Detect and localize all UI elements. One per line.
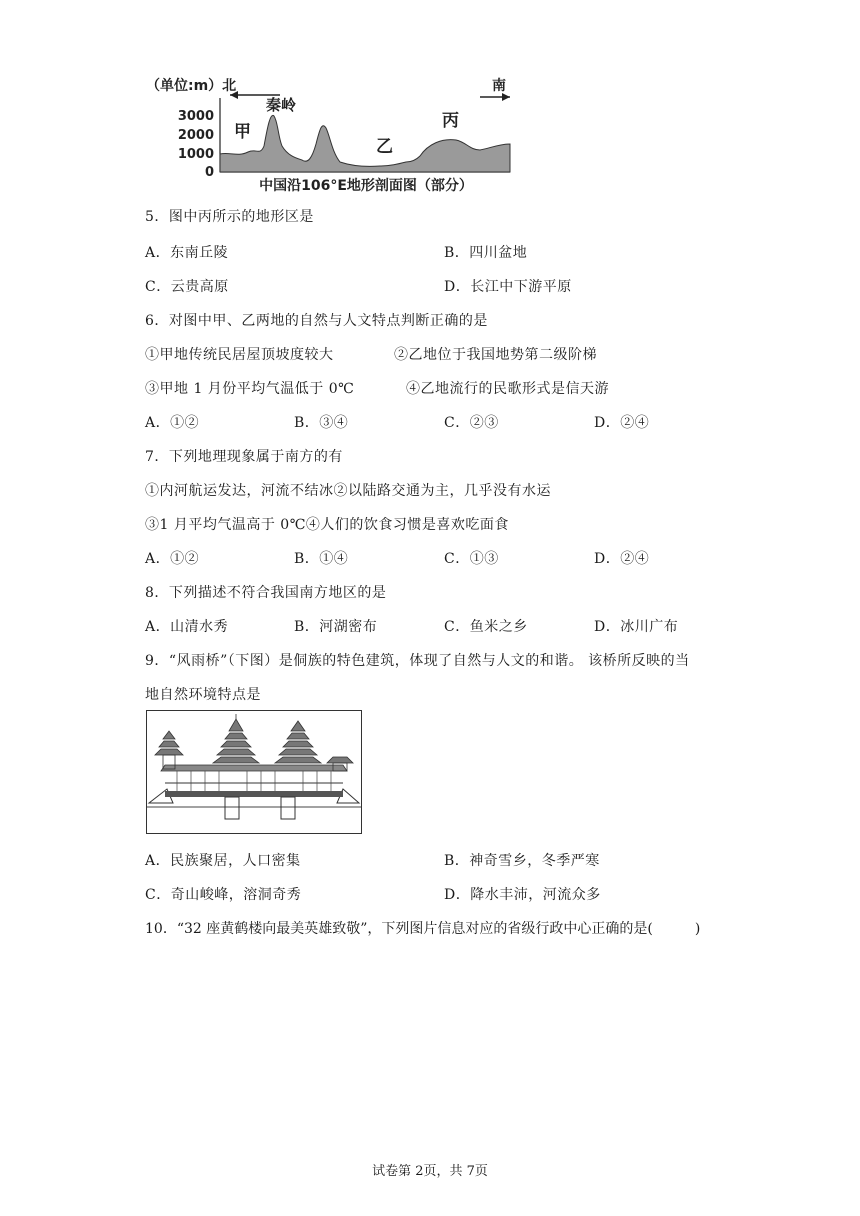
y-tick-3000: 3000 xyxy=(177,109,214,124)
terrain-profile-figure xyxy=(140,72,520,196)
pier-right xyxy=(281,797,295,819)
q5-option-b: B．四川盆地 xyxy=(444,245,528,261)
q6-option-b: B．③④ xyxy=(294,415,349,431)
y-tick-2000: 2000 xyxy=(177,128,214,143)
q6-stem: 6．对图中甲、乙两地的自然与人文特点判断正确的是 xyxy=(145,313,488,329)
q8-option-c: C．鱼米之乡 xyxy=(444,619,528,635)
right-tower xyxy=(275,721,321,763)
profile-caption: 中国沿106°E地形剖面图（部分） xyxy=(259,178,473,194)
q7-stem: 7．下列地理现象属于南方的有 xyxy=(145,449,343,465)
terrain-profile-svg xyxy=(140,72,520,196)
q7-statements-line2: ③1 月平均气温高于 0℃④人们的饮食习惯是喜欢吃面食 xyxy=(145,517,509,533)
y-tick-0: 0 xyxy=(204,165,214,180)
bridge-posts xyxy=(177,771,331,791)
q7-option-a: A．①② xyxy=(145,551,200,567)
q7-option-b: B．①④ xyxy=(294,551,349,567)
terrain-profile-area xyxy=(220,115,510,172)
pier-left xyxy=(225,797,239,819)
q5-option-d: D．长江中下游平原 xyxy=(444,279,572,295)
page-footer: 试卷第 2页，共 7页 xyxy=(372,1164,488,1179)
q9-option-d: D．降水丰沛，河流众多 xyxy=(444,887,601,903)
q9-stem-line1: 9．“风雨桥”（下图）是侗族的特色建筑，体现了自然与人文的和谐。 该桥所反映的当 xyxy=(145,653,690,669)
center-tower xyxy=(213,714,259,763)
q8-stem: 8．下列描述不符合我国南方地区的是 xyxy=(145,585,387,601)
bing-label: 丙 xyxy=(442,111,459,131)
q6-statement-1: ①甲地传统民居屋顶坡度较大 xyxy=(145,347,334,363)
q9-stem-line2: 地自然环境特点是 xyxy=(145,687,261,703)
q6-statement-2: ②乙地位于我国地势第二级阶梯 xyxy=(394,347,597,363)
q6-statement-4: ④乙地流行的民歌形式是信天游 xyxy=(406,381,609,397)
unit-label: （单位:m）北 xyxy=(146,78,237,94)
q9-option-a: A．民族聚居，人口密集 xyxy=(145,853,301,869)
qinling-label: 秦岭 xyxy=(266,96,297,114)
q8-option-d: D．冰川广布 xyxy=(594,619,679,635)
q5-option-a: A．东南丘陵 xyxy=(145,245,229,261)
y-tick-1000: 1000 xyxy=(177,147,214,162)
q5-stem: 5．图中丙所示的地形区是 xyxy=(145,209,314,225)
wind-rain-bridge-drawing xyxy=(147,711,361,833)
q9-option-c: C．奇山峻峰，溶洞奇秀 xyxy=(145,887,302,903)
south-arrowhead xyxy=(502,93,510,101)
q6-option-c: C．②③ xyxy=(444,415,499,431)
q6-option-d: D．②④ xyxy=(594,415,650,431)
q7-option-d: D．②④ xyxy=(594,551,650,567)
wind-rain-bridge-figure xyxy=(146,710,362,834)
yi-label: 乙 xyxy=(376,137,393,157)
q10-stem: 10．“32 座黄鹤楼向最美英雄致敬”，下列图片信息对应的省级行政中心正确的是( ) xyxy=(145,921,701,937)
q5-option-c: C．云贵高原 xyxy=(145,279,229,295)
q6-statement-3: ③甲地 1 月份平均气温低于 0℃ xyxy=(145,381,355,397)
jia-label: 甲 xyxy=(234,122,251,142)
left-pavilion xyxy=(155,731,183,769)
q9-option-b: B．神奇雪乡，冬季严寒 xyxy=(444,853,600,869)
q7-option-c: C．①③ xyxy=(444,551,499,567)
q7-statements-line1: ①内河航运发达，河流不结冰②以陆路交通为主，几乎没有水运 xyxy=(145,483,551,499)
corridor-roof xyxy=(161,765,347,771)
q6-option-a: A．①② xyxy=(145,415,200,431)
south-label: 南 xyxy=(492,78,506,94)
bridge-deck xyxy=(165,791,343,797)
q8-option-a: A．山清水秀 xyxy=(145,619,229,635)
q8-option-b: B．河湖密布 xyxy=(294,619,378,635)
